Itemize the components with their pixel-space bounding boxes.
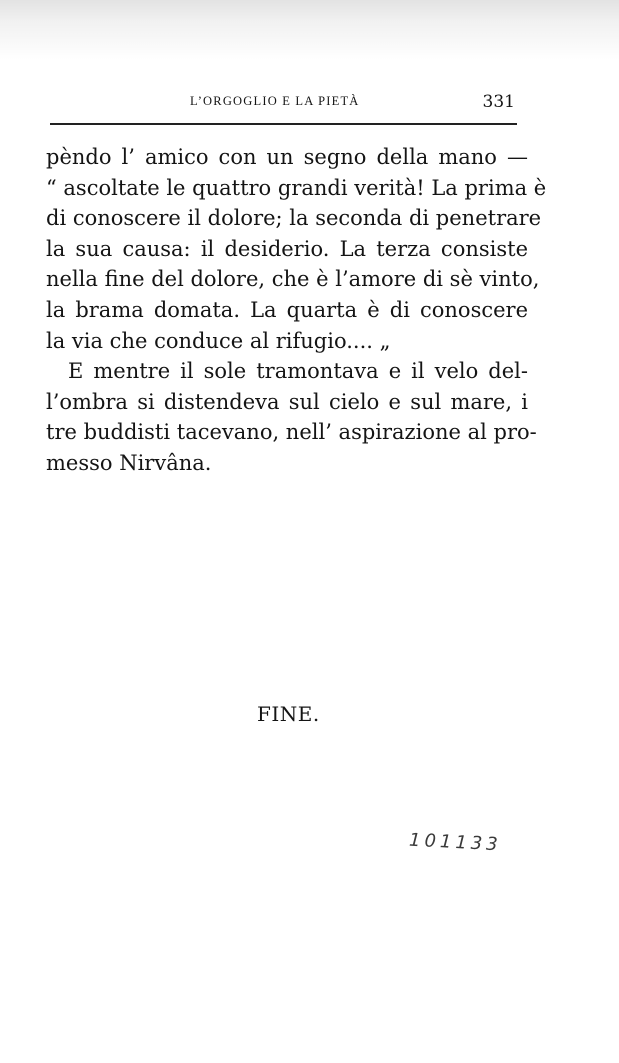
text-line: l’ombra si distendeva sul cielo e sul mare, i xyxy=(46,389,528,414)
text-line: messo Nirvâna. xyxy=(46,450,212,475)
running-head xyxy=(52,92,517,116)
text-line: la sua causa: il desiderio. La terza consiste xyxy=(46,236,528,261)
handwritten-catalog-number: 101133 xyxy=(408,829,503,856)
body-text xyxy=(46,142,547,479)
text-line: la brama domata. La quarta è di conoscere xyxy=(46,297,528,322)
text-line: di conoscere il dolore; la seconda di penetrare xyxy=(46,206,542,231)
running-title: L’ORGOGLIO E LA PIETÀ xyxy=(190,94,360,108)
header-rule xyxy=(50,123,517,125)
text-line: la via che conduce al rifugio.... „ xyxy=(46,328,391,353)
text-line: nella fine del dolore, che è l’amore di sè vinto, xyxy=(46,267,540,292)
text-line: “ ascoltate le quattro grandi verità! La prima è xyxy=(46,175,547,200)
closing-word: FINE. xyxy=(257,702,320,726)
text-line: pèndo l’ amico con un segno della mano — xyxy=(46,145,528,169)
page-edge-shadow xyxy=(0,0,619,60)
page-number: 331 xyxy=(482,92,515,112)
text-line: E mentre il sole tramontava e il velo del- xyxy=(68,359,528,384)
text-line: tre buddisti tacevano, nell’ aspirazione al pro- xyxy=(46,420,537,445)
